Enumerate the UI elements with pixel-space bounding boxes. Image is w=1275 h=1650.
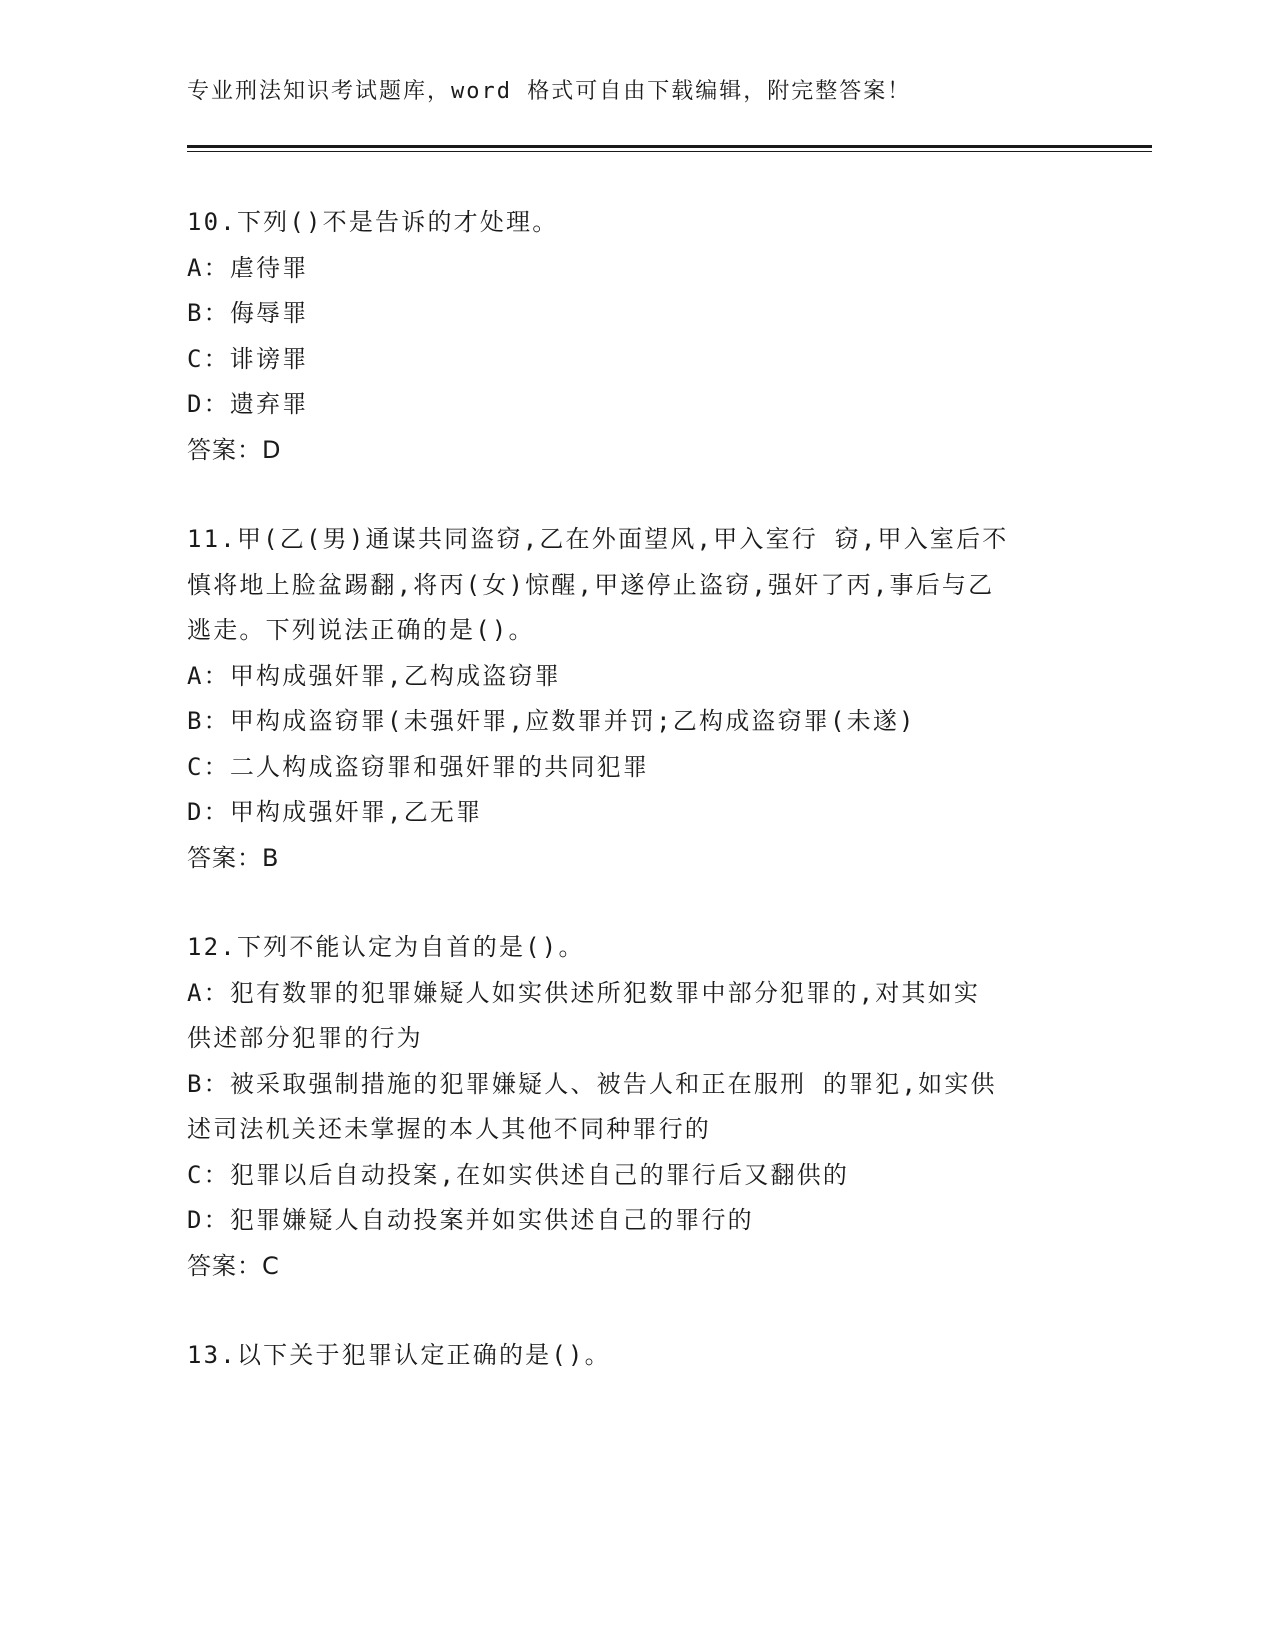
question-block [187,925,1087,1289]
answer-key: 答案：B [187,843,280,872]
answer-option: D：甲构成强奸罪,乙无罪 [187,798,483,826]
answer-option: 供述部分犯罪的行为 [187,1024,423,1052]
answer-option: A：虐待罪 [187,253,309,282]
answer-option: B：甲构成盗窃罪(未强奸罪,应数罪并罚;乙构成盗窃罪(未遂) [187,707,916,735]
question-block [187,1333,1087,1379]
answer-option: A：甲构成强奸罪,乙构成盗窃罪 [187,661,561,690]
answer-option: D：遗弃罪 [187,390,309,418]
question-list [187,200,1087,1423]
question-block [187,517,1087,881]
question-stem: 13.以下关于犯罪认定正确的是()。 [187,1341,611,1369]
answer-key: 答案：C [187,1251,280,1280]
header-note: 专业刑法知识考试题库，word 格式可自由下载编辑，附完整答案！ [187,79,912,104]
question-stem: 10.下列()不是告诉的才处理。 [187,208,559,236]
question-stem: 12.下列不能认定为自首的是()。 [187,933,585,961]
question-block [187,200,1087,473]
answer-option: C：犯罪以后自动投案,在如实供述自己的罪行后又翻供的 [187,1160,850,1189]
question-stem: 逃走。下列说法正确的是()。 [187,616,535,644]
answer-option: C：诽谤罪 [187,344,309,373]
answer-option: A：犯有数罪的犯罪嫌疑人如实供述所犯数罪中部分犯罪的,对其如实 [187,978,981,1007]
header-rule-thin [187,151,1152,152]
answer-option: B：侮辱罪 [187,299,309,327]
answer-option: 述司法机关还未掌握的本人其他不同种罪行的 [187,1115,711,1143]
answer-option: B：被采取强制措施的犯罪嫌疑人、被告人和正在服刑 的罪犯,如实供 [187,1069,997,1098]
question-stem: 慎将地上脸盆踢翻,将丙(女)惊醒,甲遂停止盗窃,强奸了丙,事后与乙 [187,570,995,599]
answer-key: 答案：D [187,435,282,464]
answer-option: D：犯罪嫌疑人自动投案并如实供述自己的罪行的 [187,1206,754,1234]
header-rule-thick [187,145,1152,148]
answer-option: C：二人构成盗窃罪和强奸罪的共同犯罪 [187,752,650,781]
question-stem: 11.甲(乙(男)通谋共同盗窃,乙在外面望风,甲入室行 窃,甲入室后不 [187,525,1009,553]
